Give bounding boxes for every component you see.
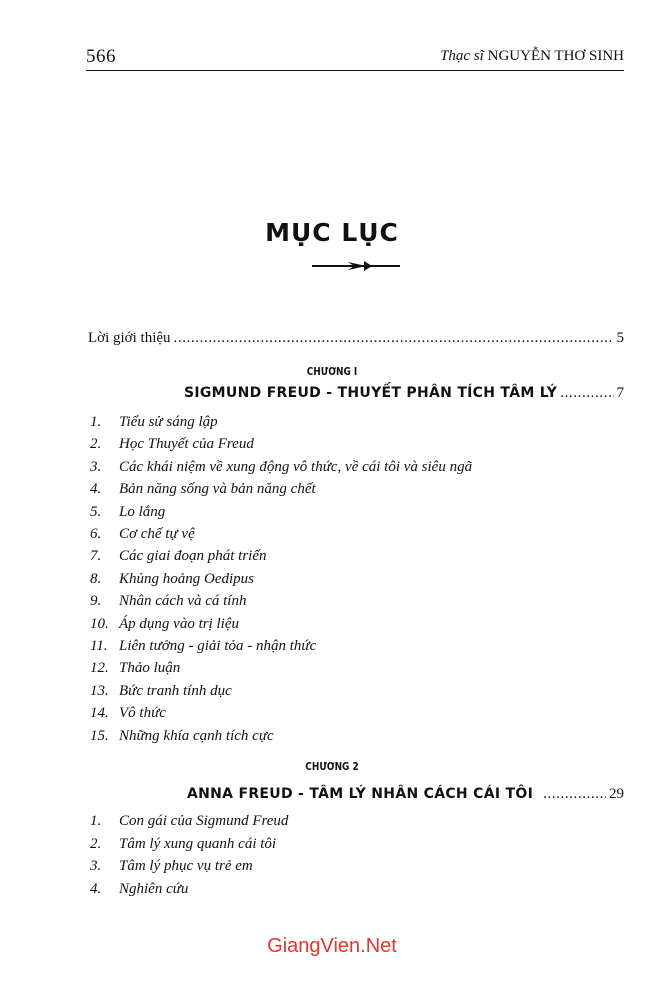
toc-item-number: 5. xyxy=(90,503,102,520)
toc-item-number: 4. xyxy=(90,880,102,897)
chapter-title: SIGMUND FREUD - THUYẾT PHÂN TÍCH TÂM LÝ xyxy=(184,385,558,401)
toc-item[interactable] xyxy=(90,858,253,880)
toc-item-text: Bản năng sống và bản năng chết xyxy=(119,481,316,498)
toc-item[interactable] xyxy=(90,504,165,526)
toc-item[interactable] xyxy=(90,836,276,858)
toc-item[interactable] xyxy=(90,593,246,615)
toc-item-text: Thảo luận xyxy=(119,660,181,677)
toc-item-text: Những khía cạnh tích cực xyxy=(119,727,274,744)
toc-item[interactable] xyxy=(90,481,316,503)
toc-item[interactable] xyxy=(90,459,472,481)
header-rule xyxy=(86,70,624,71)
toc-item-text: Các khái niệm về xung động vô thức, về cái tôi và siêu ngã xyxy=(119,458,473,475)
toc-title: MỤC LỤC xyxy=(265,218,399,247)
toc-item-text: Liên tưởng - giải tỏa - nhận thức xyxy=(119,638,317,654)
author-prefix: Thạc sĩ xyxy=(440,48,484,64)
toc-item[interactable] xyxy=(90,548,267,570)
toc-item[interactable] xyxy=(90,705,166,727)
toc-item-number: 3. xyxy=(90,858,102,874)
toc-item-number: 13. xyxy=(90,682,109,699)
chapter-heading[interactable] xyxy=(187,786,624,803)
toc-item-text: Cơ chế tự vệ xyxy=(119,526,195,542)
toc-entry-intro[interactable] xyxy=(88,330,624,347)
toc-item-number: 2. xyxy=(90,835,102,852)
toc-item-text: Nhân cách và cá tính xyxy=(119,593,247,610)
toc-item[interactable] xyxy=(90,813,288,835)
toc-item-text: Tâm lý phục vụ trẻ em xyxy=(119,858,253,874)
toc-item-number: 10. xyxy=(90,615,109,632)
toc-item-text: Bức tranh tính dục xyxy=(119,682,232,699)
chapter-label: CHƯƠNG 2 xyxy=(305,761,359,773)
leader-dots xyxy=(174,330,614,347)
toc-item-number: 6. xyxy=(90,526,102,542)
toc-item-text: Nghiên cứu xyxy=(119,880,189,897)
toc-item-text: Vô thức xyxy=(119,705,166,722)
toc-item-number: 12. xyxy=(90,660,109,677)
leader-dots xyxy=(543,786,606,803)
page-number: 566 xyxy=(86,46,116,67)
toc-item-number: 7. xyxy=(90,548,102,565)
toc-item-number: 1. xyxy=(90,813,102,829)
title-ornament-icon xyxy=(310,259,402,273)
site-watermark: GiangVien.Net xyxy=(267,935,397,957)
toc-item[interactable] xyxy=(90,881,188,903)
toc-item[interactable] xyxy=(90,414,218,436)
toc-entry-label: Lời giới thiệu xyxy=(88,330,171,346)
toc-item-text: Tâm lý xung quanh cái tôi xyxy=(119,835,277,852)
toc-item-number: 15. xyxy=(90,727,109,744)
toc-item-number: 3. xyxy=(90,458,102,475)
author-name: NGUYỄN THƠ SINH xyxy=(487,48,624,64)
chapter-page: 29 xyxy=(609,786,624,802)
toc-item-number: 9. xyxy=(90,593,102,610)
leader-dots xyxy=(560,385,613,402)
chapter-title: ANNA FREUD - TÂM LÝ NHÂN CÁCH CÁI TÔI xyxy=(187,786,534,802)
toc-item[interactable] xyxy=(90,660,180,682)
toc-item[interactable] xyxy=(90,683,232,705)
toc-item-text: Học Thuyết của Freud xyxy=(119,436,254,453)
toc-item[interactable] xyxy=(90,616,239,638)
toc-item-text: Áp dụng vào trị liệu xyxy=(119,615,239,632)
toc-item[interactable] xyxy=(90,728,274,750)
toc-item[interactable] xyxy=(90,436,254,458)
toc-item[interactable] xyxy=(90,638,316,660)
toc-entry-page: 5 xyxy=(616,330,624,346)
toc-item-number: 8. xyxy=(90,570,102,587)
toc-item-number: 14. xyxy=(90,705,109,722)
chapter-heading[interactable] xyxy=(184,385,624,402)
toc-item-number: 1. xyxy=(90,414,102,430)
toc-item-number: 4. xyxy=(90,481,102,498)
toc-item-number: 11. xyxy=(90,638,108,654)
page-header xyxy=(86,46,624,68)
running-head xyxy=(440,48,624,65)
toc-item[interactable] xyxy=(90,571,254,593)
toc-item[interactable] xyxy=(90,526,195,548)
chapter-page: 7 xyxy=(616,385,624,401)
toc-item-text: Con gái của Sigmund Freud xyxy=(119,813,289,829)
toc-item-text: Khủng hoảng Oedipus xyxy=(119,570,254,587)
toc-item-number: 2. xyxy=(90,436,102,453)
chapter-label: CHƯƠNG I xyxy=(306,366,358,378)
toc-item-text: Các giai đoạn phát triển xyxy=(119,548,267,565)
toc-item-text: Lo lắng xyxy=(119,503,166,520)
toc-item-text: Tiểu sử sáng lập xyxy=(119,414,218,430)
